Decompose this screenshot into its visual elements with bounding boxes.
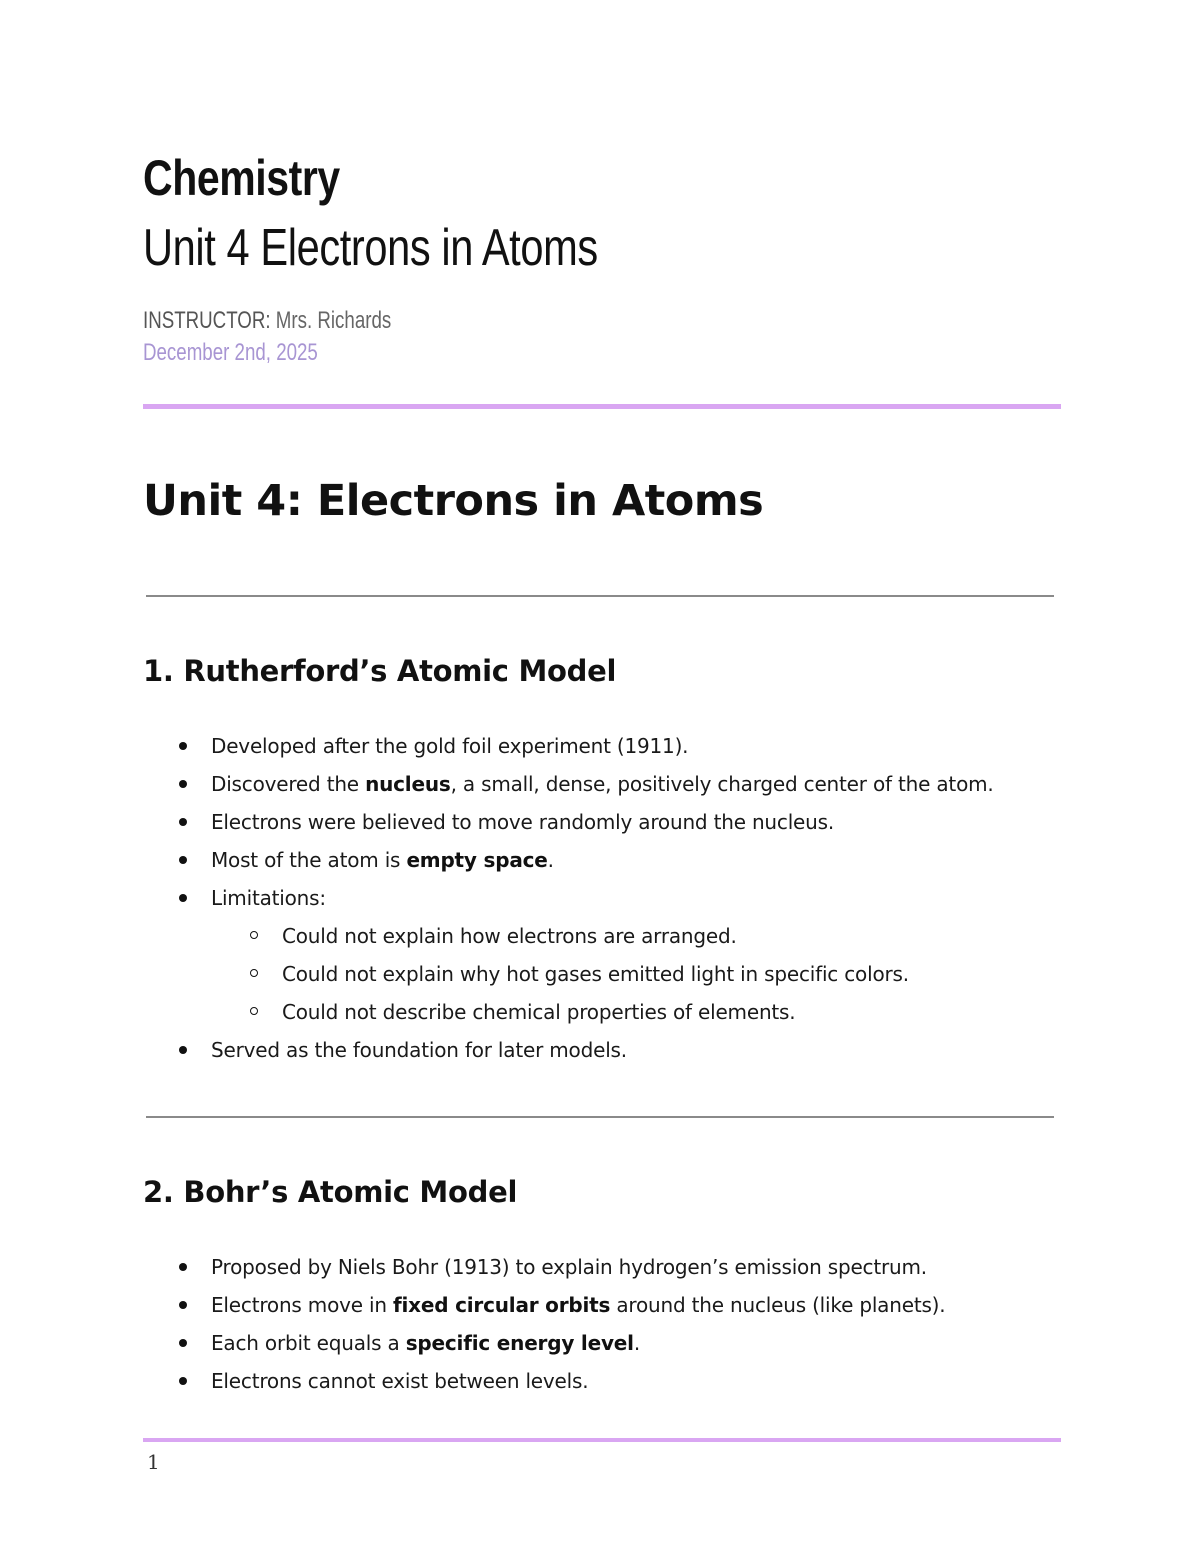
page-number: 1	[147, 1450, 160, 1474]
bold-term: specific energy level	[405, 1331, 634, 1355]
bold-term: fixed circular orbits	[393, 1293, 611, 1317]
bullet-icon	[179, 1377, 187, 1385]
list-item: Served as the foundation for later models.	[143, 1031, 1063, 1069]
bullet-icon	[179, 856, 187, 864]
list-item: Electrons were believed to move randomly around the nucleus.	[143, 803, 1063, 841]
course-title: Chemistry	[143, 150, 340, 206]
list-item: Discovered the nucleus, a small, dense, positively charged center of the atom.	[143, 765, 1063, 803]
list-item: Developed after the gold foil experiment (1911).	[143, 727, 1063, 765]
bullet-icon	[179, 1263, 187, 1271]
list-item: Most of the atom is empty space.	[143, 841, 1063, 879]
hollow-bullet-icon	[250, 931, 258, 939]
bullet-icon	[179, 1046, 187, 1054]
bohr-bullet-list	[143, 1248, 1063, 1400]
document-header	[143, 148, 1063, 368]
unit-title: Unit 4 Electrons in Atoms	[143, 219, 598, 277]
hollow-bullet-icon	[250, 1007, 258, 1015]
bullet-icon	[179, 780, 187, 788]
hollow-bullet-icon	[250, 969, 258, 977]
list-item: Limitations:	[143, 879, 1063, 917]
list-item: Each orbit equals a specific energy level.	[143, 1324, 1063, 1362]
bullet-icon	[179, 1339, 187, 1347]
instructor-line	[143, 306, 861, 336]
document-date: December 2nd, 2025	[143, 339, 318, 366]
list-item: Electrons cannot exist between levels.	[143, 1362, 1063, 1400]
header-accent-rule	[143, 404, 1061, 409]
section-heading-bohr: 2. Bohr’s Atomic Model	[143, 1175, 518, 1209]
bullet-icon	[179, 894, 187, 902]
section-heading-rutherford: 1. Rutherford’s Atomic Model	[143, 654, 617, 688]
list-item: Proposed by Niels Bohr (1913) to explain hydrogen’s emission spectrum.	[143, 1248, 1063, 1286]
bullet-icon	[179, 818, 187, 826]
bullet-icon	[179, 742, 187, 750]
list-item: Electrons move in fixed circular orbits around the nucleus (like planets).	[143, 1286, 1063, 1324]
bold-term: empty space	[406, 848, 548, 872]
section-divider	[146, 595, 1054, 597]
sub-list-item: Could not describe chemical properties of elements.	[143, 993, 1063, 1031]
main-heading: Unit 4: Electrons in Atoms	[143, 476, 764, 526]
instructor-name: Mrs. Richards	[270, 307, 392, 334]
bold-term: nucleus	[365, 772, 451, 796]
sub-list-item: Could not explain why hot gases emitted light in specific colors.	[143, 955, 1063, 993]
section-divider	[146, 1116, 1054, 1118]
bullet-icon	[179, 1301, 187, 1309]
instructor-label: INSTRUCTOR:	[143, 307, 271, 334]
footer-accent-rule	[143, 1438, 1061, 1442]
rutherford-bullet-list	[143, 727, 1063, 1069]
sub-list-item: Could not explain how electrons are arranged.	[143, 917, 1063, 955]
